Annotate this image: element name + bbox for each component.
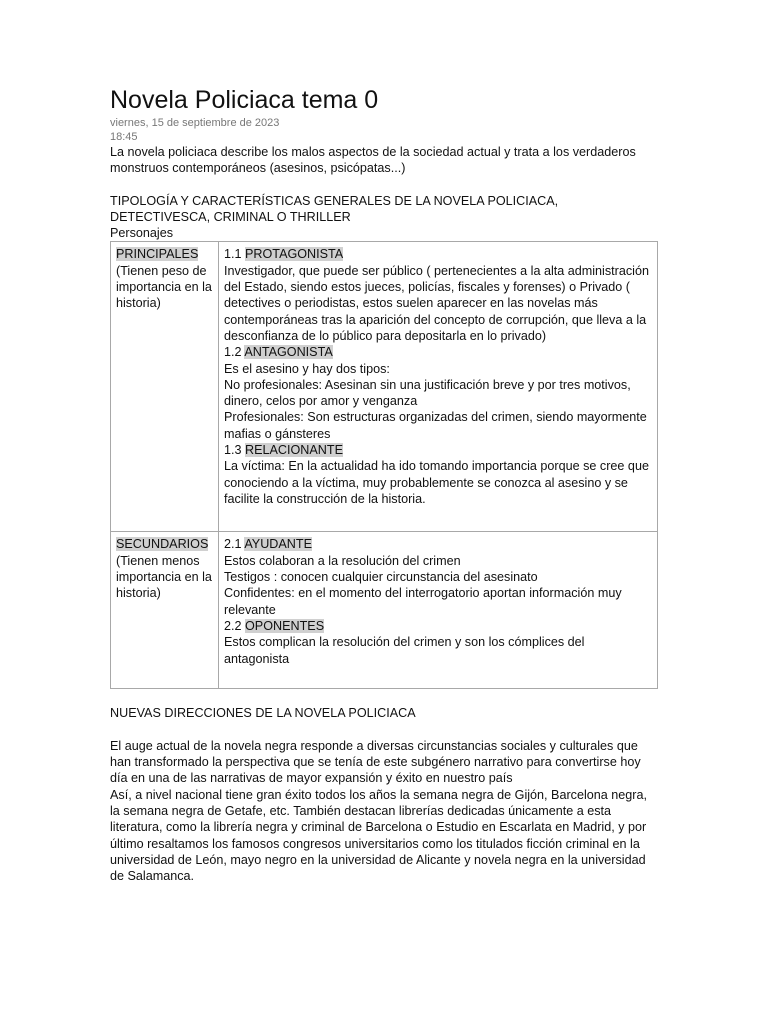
table-cell-category[interactable] — [111, 532, 219, 689]
intro-paragraph: La novela policiaca describe los malos aspectos de la sociedad actual y trata a los verdaderos monstruos contemporáneos (asesinos, psicópatas...) — [110, 145, 636, 176]
entry-line: Testigos : conocen cualquier circunstancia del asesinato — [224, 570, 538, 585]
category-note: (Tienen menos importancia en la historia) — [116, 553, 212, 601]
entry-label: RELACIONANTE — [245, 443, 343, 458]
category-note: (Tienen peso de importancia en la historia) — [116, 263, 212, 311]
entry-number: 2.2 — [224, 618, 242, 633]
entry-label: OPONENTES — [245, 618, 325, 633]
note-date: viernes, 15 de septiembre de 2023 — [110, 117, 280, 129]
table-cell-category[interactable] — [111, 242, 219, 532]
entry-label: PROTAGONISTA — [245, 247, 344, 262]
page-title[interactable]: Novela Policiaca tema 0 — [110, 86, 379, 114]
category-label: PRINCIPALES — [116, 247, 199, 262]
entry-line: Es el asesino y hay dos tipos: — [224, 361, 390, 376]
entry-number: 1.3 — [224, 443, 242, 458]
section2-heading: NUEVAS DIRECCIONES DE LA NOVELA POLICIACA — [110, 706, 416, 721]
entry-line: Profesionales: Son estructuras organizadas del crimen, siendo mayormente mafias o gánsteres — [224, 410, 647, 441]
table-row — [111, 242, 658, 532]
entry-line: No profesionales: Asesinan sin una justificación breve y por tres motivos, dinero, celos por amor y venganza — [224, 377, 631, 409]
entry-line: Confidentes: en el momento del interrogatorio aportan información muy relevante — [224, 586, 622, 617]
entry-number: 1.1 — [224, 247, 242, 262]
personajes-label: Personajes — [110, 226, 174, 241]
entry-line: La víctima: En la actualidad ha ido tomando importancia porque se cree que conociendo a la víctima, muy probablemente se conozca al asesino y se facilite la construcción de la historia. — [224, 459, 649, 506]
entry-number: 1.2 — [224, 345, 242, 360]
table-cell-description[interactable] — [219, 242, 658, 532]
entry-heading — [224, 246, 652, 262]
section1-heading: TIPOLOGÍA Y CARACTERÍSTICAS GENERALES DE LA NOVELA POLICIACA, DETECTIVESCA, CRIMINAL O THRILLER — [110, 193, 559, 224]
entry-label: AYUDANTE — [244, 537, 312, 552]
table-row — [111, 532, 658, 689]
section2-paragraph-2: Así, a nivel nacional tiene gran éxito todos los años la semana negra de Gijón, Barcelona negra, la semana negra de Getafe, etc. También destacan librerías dedicadas únicamente a esta literatura, como la librería negra y criminal de Barcelona o Estudio en Escarlata en Madrid, y por último resaltamos los famosos congresos universitarios como los titulados ficción criminal en la universidad de León, mayo negro en la universidad de Alicante y novela negra en la universidad de Salamanca. — [110, 787, 647, 884]
note-time: 18:45 — [110, 131, 138, 143]
entry-heading — [224, 536, 652, 552]
note-page — [110, 84, 658, 884]
table-cell-description[interactable] — [219, 532, 658, 689]
section2-paragraph-1: El auge actual de la novela negra responde a diversas circunstancias sociales y culturales que han transformado la perspectiva que se tenía de este subgénero narrativo para convertirse hoy día en una de las narrativas de mayor expansión y éxito en nuestro país — [110, 738, 641, 786]
entry-line: Investigador, que puede ser público ( pertenecientes a la alta administración del Estado, siendo estos jueces, policías, fiscales y forenses) o Privado ( detectives o periodistas, estos suelen aparecer en las novelas más contemporáneas tras la aparición del concepto de corrupción, que lleva a la desconfianza de lo público para depositarla en lo privado) — [224, 263, 649, 343]
entry-heading — [224, 618, 652, 634]
entry-line: Estos colaboran a la resolución del crimen — [224, 553, 461, 568]
characters-table — [110, 241, 658, 689]
entry-line: Estos complican la resolución del crimen y son los cómplices del antagonista — [224, 635, 585, 666]
entry-number: 2.1 — [224, 537, 242, 552]
entry-heading — [224, 442, 652, 458]
entry-heading — [224, 344, 652, 360]
category-label: SECUNDARIOS — [116, 537, 209, 552]
entry-label: ANTAGONISTA — [244, 345, 333, 360]
note-body[interactable] — [110, 144, 658, 884]
